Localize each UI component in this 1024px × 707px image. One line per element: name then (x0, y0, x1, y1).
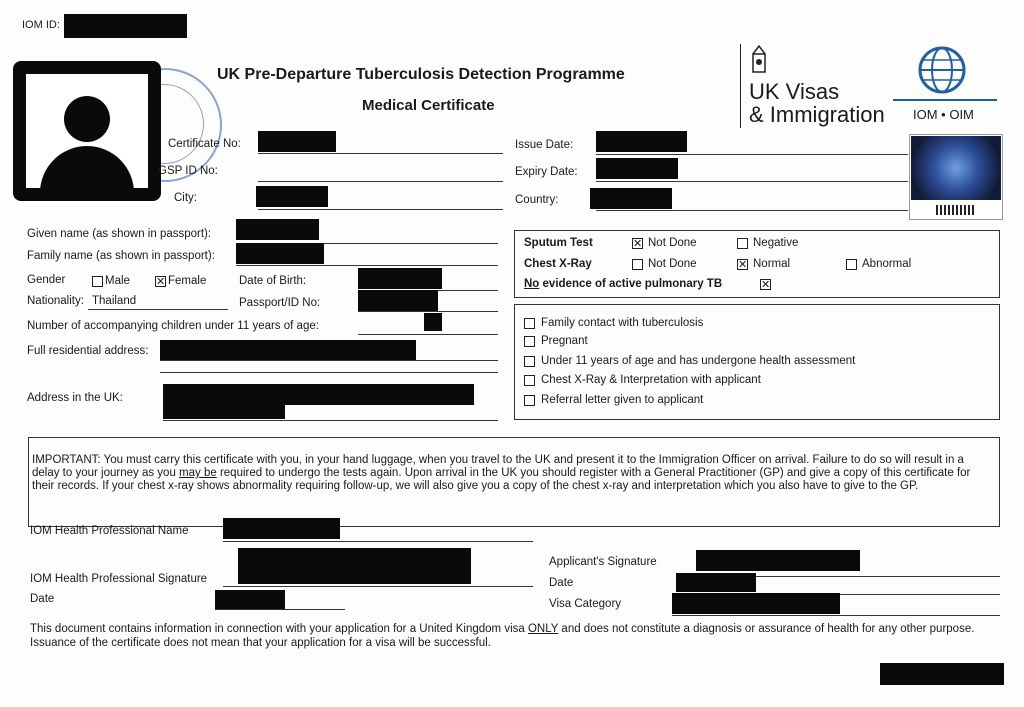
address-line-2 (160, 372, 498, 373)
only-text: ONLY (527, 623, 559, 635)
redacted-address (160, 340, 416, 361)
redacted-professional-signature (238, 548, 471, 584)
page-title: UK Pre-Departure Tuberculosis Detection Programme (217, 66, 625, 83)
redacted-city (256, 186, 328, 207)
checklist-checkbox[interactable] (524, 375, 535, 386)
chest-xray-label: Chest X-Ray (524, 258, 592, 270)
professional-date-line (215, 609, 345, 610)
important-text-2: required to undergo the tests again. Upon arrival in the UK you should register with a General Practitioner (GP) and give a copy of this certificate for their records. If your chest x-ray shows abnormality requiring follow-up, we will also give you a copy of the chest x-ray and interpretation which you also have to give to the GP. (32, 467, 971, 492)
issue-date-label: Issue Date: (515, 139, 574, 151)
uk-visas-line1: UK Visas (749, 79, 840, 104)
uk-address-label: Address in the UK: (27, 392, 123, 404)
gsp-id-label: GSP ID No: (158, 165, 218, 177)
checklist-checkbox[interactable] (524, 395, 535, 406)
xray-abnormal-label: Abnormal (862, 258, 912, 270)
no-evidence-checkbox[interactable]: ✕ (761, 278, 771, 291)
gender-label: Gender (27, 274, 66, 286)
certificate-no-label: Certificate No: (168, 138, 241, 150)
address-line-1 (160, 360, 498, 361)
uk-address-line (163, 420, 498, 421)
checklist-item: Pregnant (541, 335, 588, 347)
visa-category-label: Visa Category (549, 598, 622, 610)
address-label: Full residential address: (27, 345, 149, 357)
city-label: City: (174, 192, 197, 204)
professional-name-label: IOM Health Professional Name (30, 525, 189, 537)
royal-crest-icon (750, 44, 768, 76)
applicant-date-label: Date (549, 577, 574, 589)
redacted-applicant-signature (696, 550, 860, 571)
country-label: Country: (515, 194, 559, 206)
xray-normal-label: Normal (753, 258, 791, 270)
uk-visas-line2: & Immigration (749, 102, 885, 127)
sputum-negative-checkbox[interactable] (737, 238, 748, 249)
children-line (358, 334, 498, 335)
applicant-signature-label: Applicant's Signature (549, 556, 657, 568)
redacted-expiry-date (596, 158, 678, 179)
redacted-uk-address-2 (163, 403, 285, 419)
may-be-text: may be (179, 467, 217, 479)
checklist-item: Family contact with tuberculosis (541, 317, 704, 329)
important-notice (32, 454, 994, 493)
passport-label: Passport/ID No: (239, 297, 321, 309)
professional-signature-label: IOM Health Professional Signature (30, 573, 208, 585)
expiry-date-label: Expiry Date: (515, 166, 578, 178)
evidence-text: evidence of active pulmonary TB (539, 278, 723, 290)
certificate-no-line (258, 153, 503, 154)
no-word: No (524, 278, 540, 290)
checklist-checkbox[interactable] (524, 356, 535, 367)
family-name-label: Family name (as shown in passport): (27, 250, 215, 262)
family-name-line (236, 265, 498, 266)
redacted-uk-address-1 (163, 384, 474, 405)
checklist-item: Under 11 years of age and has undergone health assessment (541, 355, 856, 367)
passport-line (358, 311, 498, 312)
redacted-children (424, 313, 442, 331)
sputum-not-done-label: Not Done (648, 237, 697, 249)
professional-signature-line (223, 586, 533, 587)
city-line (258, 209, 503, 210)
iom-logo-rule (893, 99, 997, 101)
hologram-seal (909, 134, 1003, 220)
gsp-id-line (258, 181, 503, 182)
footer-disclaimer (30, 622, 1002, 650)
professional-name-line (223, 541, 533, 542)
checklist-item: Referral letter given to applicant (541, 394, 704, 406)
country-line (596, 210, 908, 211)
footer-text-1: This document contains information in connection with your application for a United Kingdom visa (30, 623, 528, 635)
children-label: Number of accompanying children under 11 years of age: (27, 320, 319, 332)
expiry-date-line (596, 181, 908, 182)
iom-id-label: IOM ID: (22, 19, 60, 31)
page-subtitle: Medical Certificate (362, 97, 495, 114)
redacted-footer-code (880, 663, 1004, 685)
footer-text-2: and does not constitute a diagnosis or assurance of health for any other purpose. Issuance of the certificate does not mean that your application for a visa will be successful. (30, 623, 975, 649)
nationality-label: Nationality: (27, 295, 84, 307)
redacted-certificate-no (258, 131, 336, 152)
no-evidence-statement (524, 278, 722, 290)
barcode-icon (936, 205, 976, 215)
male-label: Male (105, 275, 130, 287)
male-checkbox[interactable] (92, 276, 103, 287)
redacted-country (590, 188, 672, 209)
checklist-checkbox[interactable] (524, 318, 535, 329)
important-label: IMPORTANT: (32, 454, 101, 466)
xray-normal-checkbox[interactable]: ✕ (738, 258, 748, 271)
redacted-applicant-date (676, 573, 756, 592)
applicant-photo (13, 61, 161, 201)
checklist-item: Chest X-Ray & Interpretation with applicant (541, 374, 761, 386)
iom-globe-icon (913, 45, 971, 95)
redacted-dob (358, 268, 442, 289)
redacted-issue-date (596, 131, 687, 152)
important-text-1: You must carry this certificate with you, in your hand luggage, when you travel to the UK and present it to the Immigration Officer on arrival. Failure to do so will result in a delay to your journey as you (32, 454, 964, 479)
redacted-visa-category (672, 593, 840, 614)
vertical-rule (740, 44, 741, 128)
sputum-not-done-checkbox[interactable]: ✕ (633, 237, 643, 250)
female-label: Female (168, 275, 207, 287)
dob-label: Date of Birth: (239, 275, 307, 287)
xray-not-done-label: Not Done (648, 258, 697, 270)
redacted-passport (358, 290, 438, 311)
xray-not-done-checkbox[interactable] (632, 259, 643, 270)
redacted-professional-name (223, 518, 340, 539)
xray-abnormal-checkbox[interactable] (846, 259, 857, 270)
iom-oim-label: IOM • OIM (913, 107, 974, 122)
nationality-value: Thailand (92, 295, 137, 307)
redacted-family-name (236, 243, 324, 264)
person-silhouette-icon (64, 96, 110, 142)
nationality-line (88, 309, 228, 310)
checklist-checkbox[interactable] (524, 336, 535, 347)
redacted-iom-id (64, 14, 187, 38)
visa-category-line (672, 615, 1000, 616)
redacted-professional-date (215, 590, 285, 609)
sputum-negative-label: Negative (753, 237, 799, 249)
sputum-test-label: Sputum Test (524, 237, 593, 249)
given-name-label: Given name (as shown in passport): (27, 228, 212, 240)
redacted-given-name (236, 219, 319, 240)
professional-date-label: Date (30, 593, 55, 605)
issue-date-line (596, 154, 908, 155)
female-checkbox[interactable]: ✕ (156, 275, 166, 288)
